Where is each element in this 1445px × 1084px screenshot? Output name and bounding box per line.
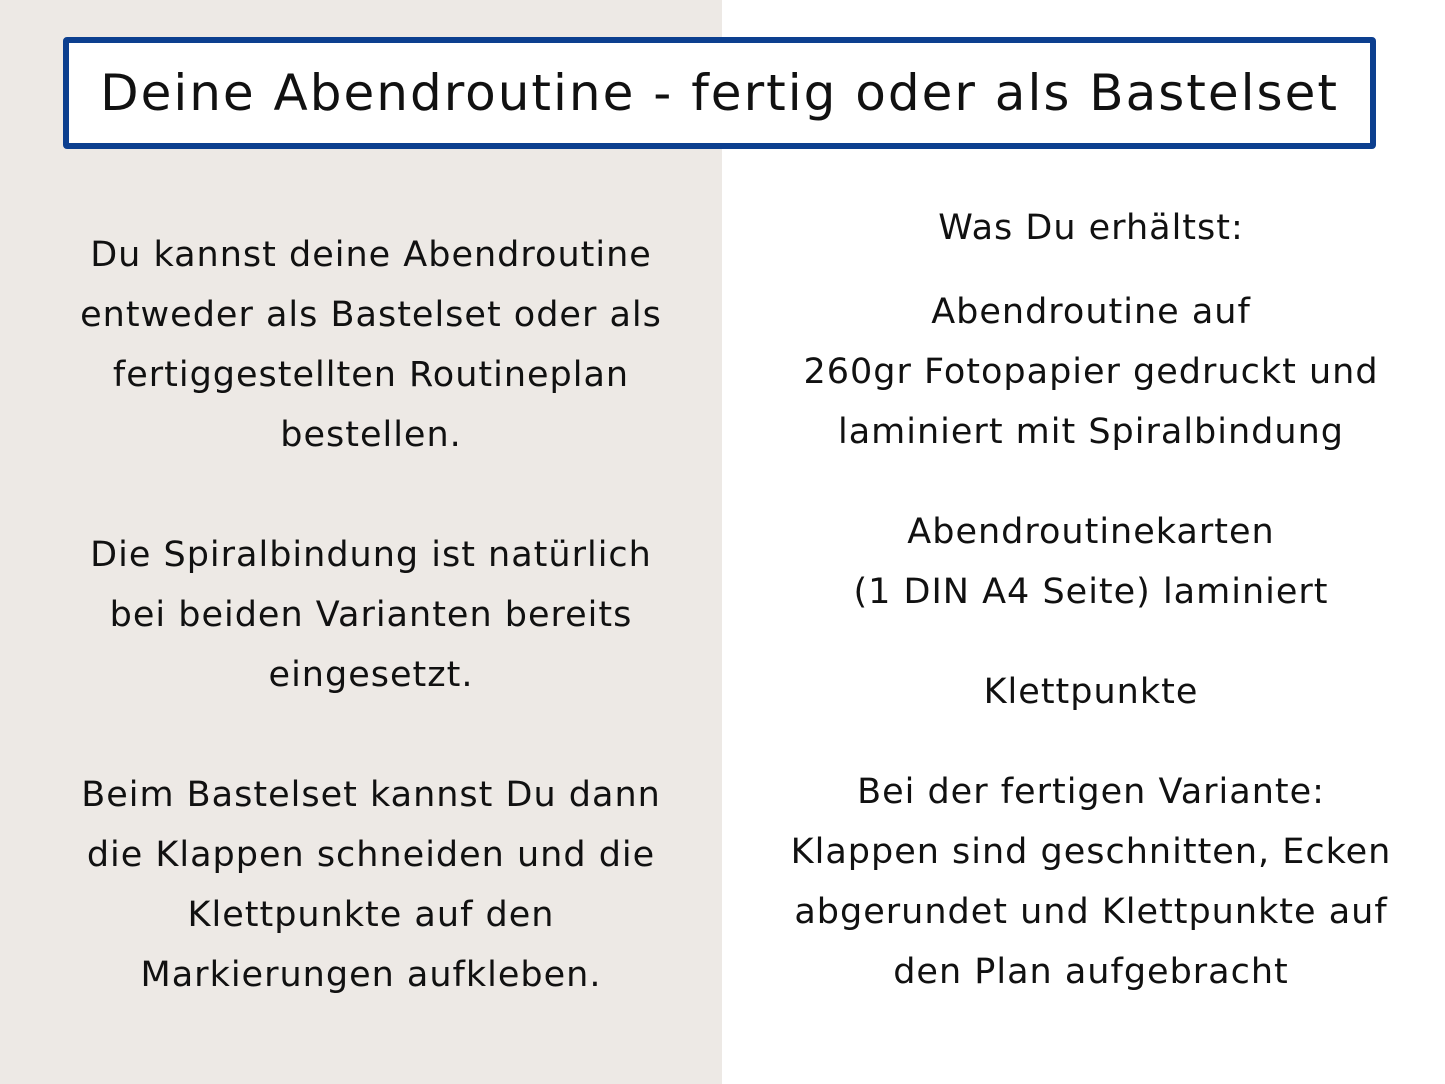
right-item-velcro-dots: Klettpunkte — [983, 672, 1199, 712]
left-paragraph-spiral-binding: Die Spiralbindung ist natürlich bei beiden Varianten bereits eingesetzt. — [90, 535, 652, 695]
page-title: Deine Abendroutine - fertig oder als Bastelset — [100, 64, 1339, 122]
title-box — [63, 37, 1376, 149]
right-item-finished-variant: Bei der fertigen Variante: Klappen sind geschnitten, Ecken abgerundet und Klettpunkte auf den Plan aufgebracht — [790, 772, 1392, 992]
left-paragraph-order-options: Du kannst deine Abendroutine entweder als Bastelset oder als fertiggestellten Routineplan bestellen. — [80, 235, 662, 455]
right-heading: Was Du erhältst: — [938, 208, 1244, 248]
right-item-routine: Abendroutine auf 260gr Fotopapier gedruckt und laminiert mit Spiralbindung — [803, 292, 1379, 452]
right-column — [742, 198, 1440, 1002]
right-item-routine-cards: Abendroutinekarten (1 DIN A4 Seite) laminiert — [853, 512, 1329, 612]
left-column — [40, 225, 702, 1005]
left-paragraph-craft-kit: Beim Bastelset kannst Du dann die Klappen schneiden und die Klettpunkte auf den Markierungen aufkleben. — [81, 775, 661, 995]
